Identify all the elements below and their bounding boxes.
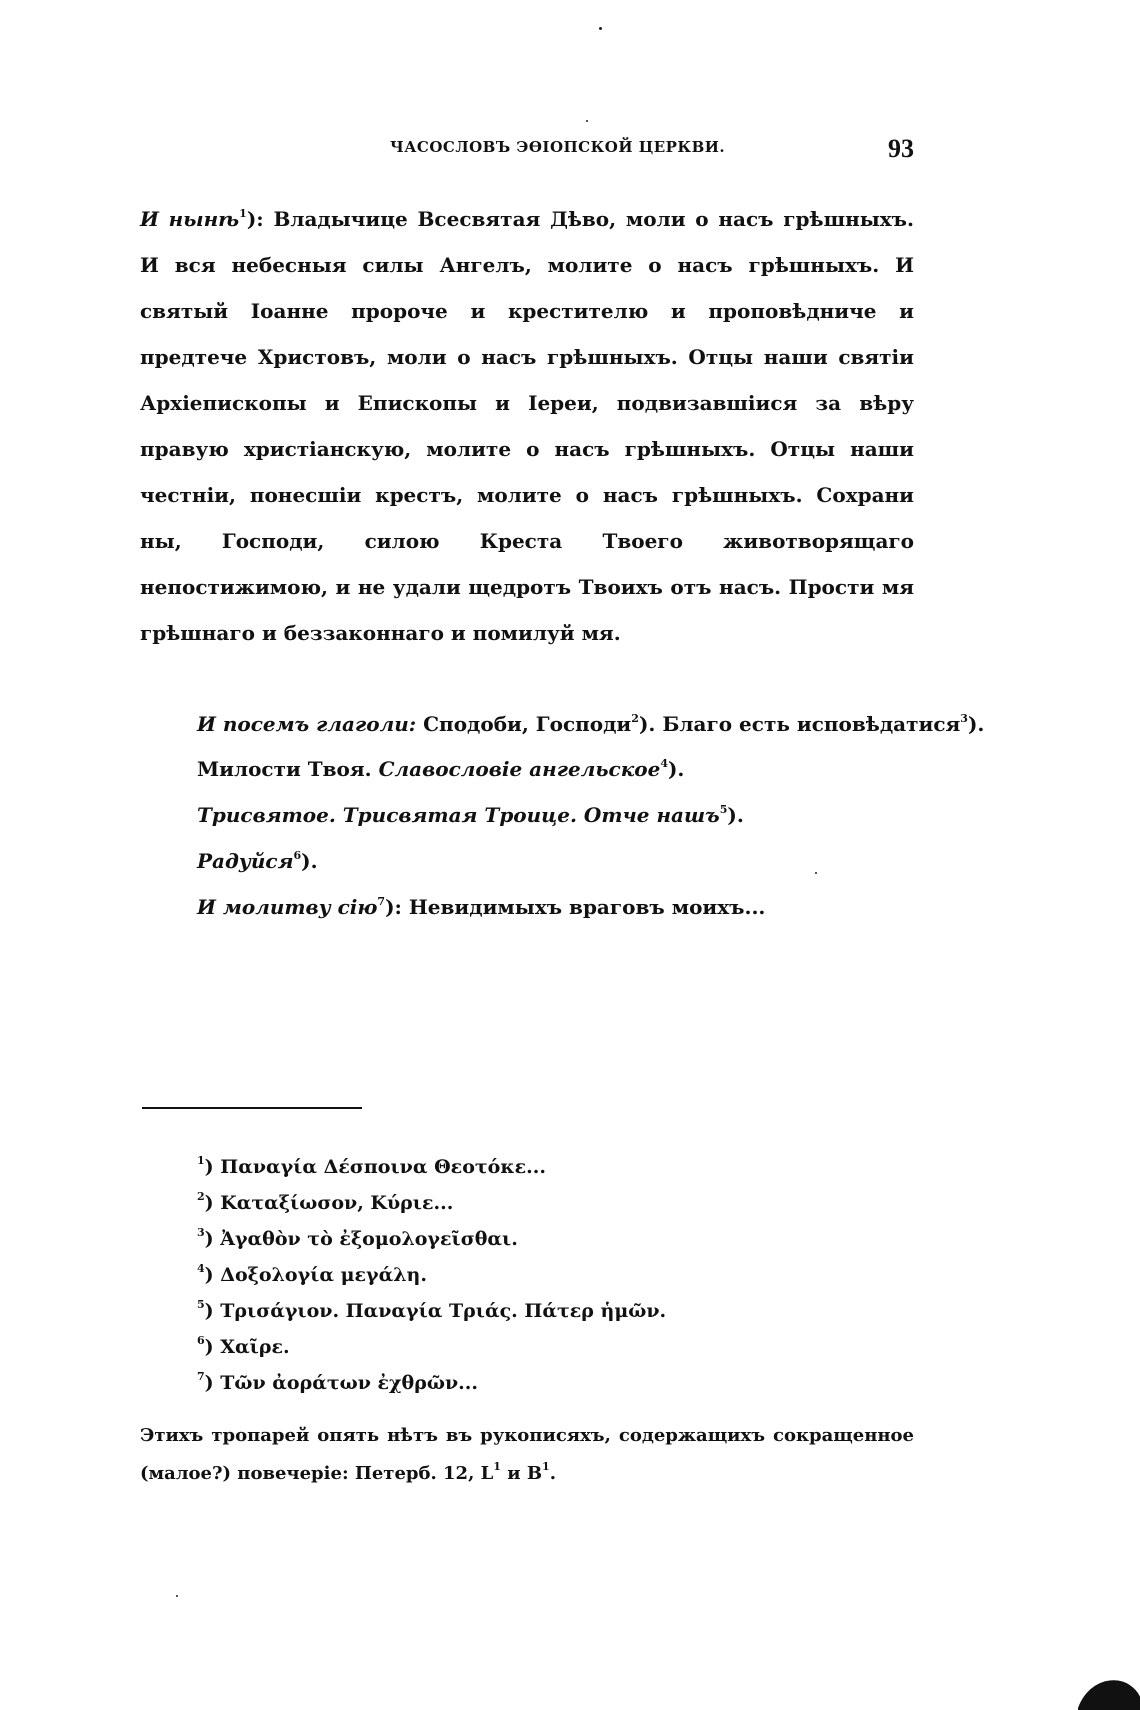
footnote-text: ) Δοξολογία μεγάλη. bbox=[204, 1264, 427, 1286]
footnote bbox=[197, 1300, 666, 1322]
footnote-number: 7 bbox=[197, 1370, 205, 1383]
rubric-line bbox=[197, 849, 917, 873]
rubric-text: ). bbox=[301, 849, 318, 873]
footnote-text: ) Καταξίωσον, Κύριε... bbox=[204, 1192, 454, 1214]
footnote-text: ) Τῶν ἀοράτων ἐχθρῶν... bbox=[204, 1372, 478, 1394]
footnote-number: 6 bbox=[197, 1334, 205, 1347]
rubric-text: ). bbox=[727, 803, 744, 827]
scan-speck bbox=[599, 27, 602, 30]
footnote bbox=[197, 1228, 518, 1250]
scan-speck bbox=[176, 1595, 178, 1597]
rubric-text: Сподоби, Господи bbox=[416, 712, 632, 736]
rubric-line bbox=[197, 895, 917, 919]
rubric-line bbox=[197, 803, 917, 827]
footnote-ref: 6 bbox=[293, 849, 302, 862]
rubric-italic: Радуйся bbox=[197, 849, 294, 873]
rubric-text: ). bbox=[667, 757, 685, 781]
rubric-italic: Трисвятое. Трисвятая Троице. Отче нашъ bbox=[197, 803, 720, 827]
rubric-italic: Славословіе ангельское bbox=[378, 757, 661, 781]
footnote bbox=[197, 1192, 453, 1214]
lead-word: И нынѣ bbox=[140, 207, 240, 231]
footnote-separator bbox=[142, 1107, 362, 1109]
prayer-text: ): Владычице Всесвятая Дѣво, моли о насъ грѣшныхъ. И вся небесныя силы Ангелъ, молите о насъ грѣшныхъ. И святый Іоанне пророче и крестителю и проповѣдниче и предтече Христовъ, моли о насъ грѣшныхъ. Отцы наши святіи Архіепископы и Епископы и Іереи, подвизавшіися за вѣру правую христіанскую, молите о насъ грѣшныхъ. Отцы наши честніи, понесшіи крестъ, молите о насъ грѣшныхъ. Сохрани ны, Господи, силою Креста Твоего животворящаго непостижимою, и не удали щедротъ Твоихъ отъ насъ. Прости мя грѣшнаго и беззаконнаго и помилуй мя. bbox=[140, 207, 914, 645]
footnote-text: ) Παναγία Δέσποινα Θεοτόκε... bbox=[204, 1156, 546, 1178]
rubric-text: Милости Твоя. bbox=[197, 757, 379, 781]
footnote-ref: 7 bbox=[377, 895, 386, 908]
footnote-number: 2 bbox=[197, 1190, 205, 1203]
footnote-text: ) Τρισάγιον. Παναγία Τριάς. Πάτερ ἡμῶν. bbox=[204, 1300, 667, 1322]
footnote-number: 5 bbox=[197, 1298, 205, 1311]
page-number: 93 bbox=[888, 134, 914, 163]
rubric-text: ). bbox=[967, 712, 985, 736]
footnote-number: 4 bbox=[197, 1262, 205, 1275]
footnote-remark bbox=[140, 1417, 914, 1493]
rubric-text: ): Невидимыхъ враговъ моихъ... bbox=[385, 895, 766, 919]
rubric-line bbox=[197, 712, 985, 736]
footnote-number: 3 bbox=[197, 1226, 205, 1239]
remark-sup: 1 bbox=[493, 1460, 501, 1473]
footnote bbox=[197, 1156, 546, 1178]
footnote-text: ) Χαῖρε. bbox=[204, 1336, 290, 1358]
remark-text: . bbox=[549, 1463, 556, 1484]
page-header bbox=[140, 134, 914, 164]
rubric-text: ). Благо есть исповѣдатися bbox=[638, 712, 961, 736]
footnote-number: 1 bbox=[197, 1154, 205, 1167]
running-title: ЧАСОСЛОВЪ ЭѲІОПСКОЙ ЦЕРКВИ. bbox=[390, 138, 726, 156]
footnote-ref: 5 bbox=[719, 803, 728, 816]
footnote-ref: 2 bbox=[631, 712, 639, 725]
rubric-italic: И молитву сію bbox=[197, 895, 378, 919]
footnote-ref: 3 bbox=[960, 712, 968, 725]
rubric-intro: И посемъ глаголи: bbox=[197, 712, 417, 736]
scan-mark-icon bbox=[1076, 1672, 1140, 1710]
footnote bbox=[197, 1264, 427, 1286]
rubric-line bbox=[197, 757, 917, 781]
scan-speck bbox=[586, 120, 588, 122]
footnote-ref: 1 bbox=[239, 207, 247, 220]
remark-text: Этихъ тропарей опять нѣтъ въ рукописяхъ, содержащихъ сокращенное (малое?) повечеріе: Петерб. 12, L bbox=[140, 1425, 914, 1484]
footnote-text: ) Ἀγαθὸν τὸ ἐξομολογεῖσθαι. bbox=[204, 1228, 518, 1250]
footnote-ref: 4 bbox=[660, 757, 668, 770]
main-paragraph bbox=[140, 196, 914, 656]
footnote bbox=[197, 1336, 290, 1358]
footnote bbox=[197, 1372, 478, 1394]
remark-text: и B bbox=[500, 1463, 543, 1484]
remark-sup: 1 bbox=[542, 1460, 550, 1473]
